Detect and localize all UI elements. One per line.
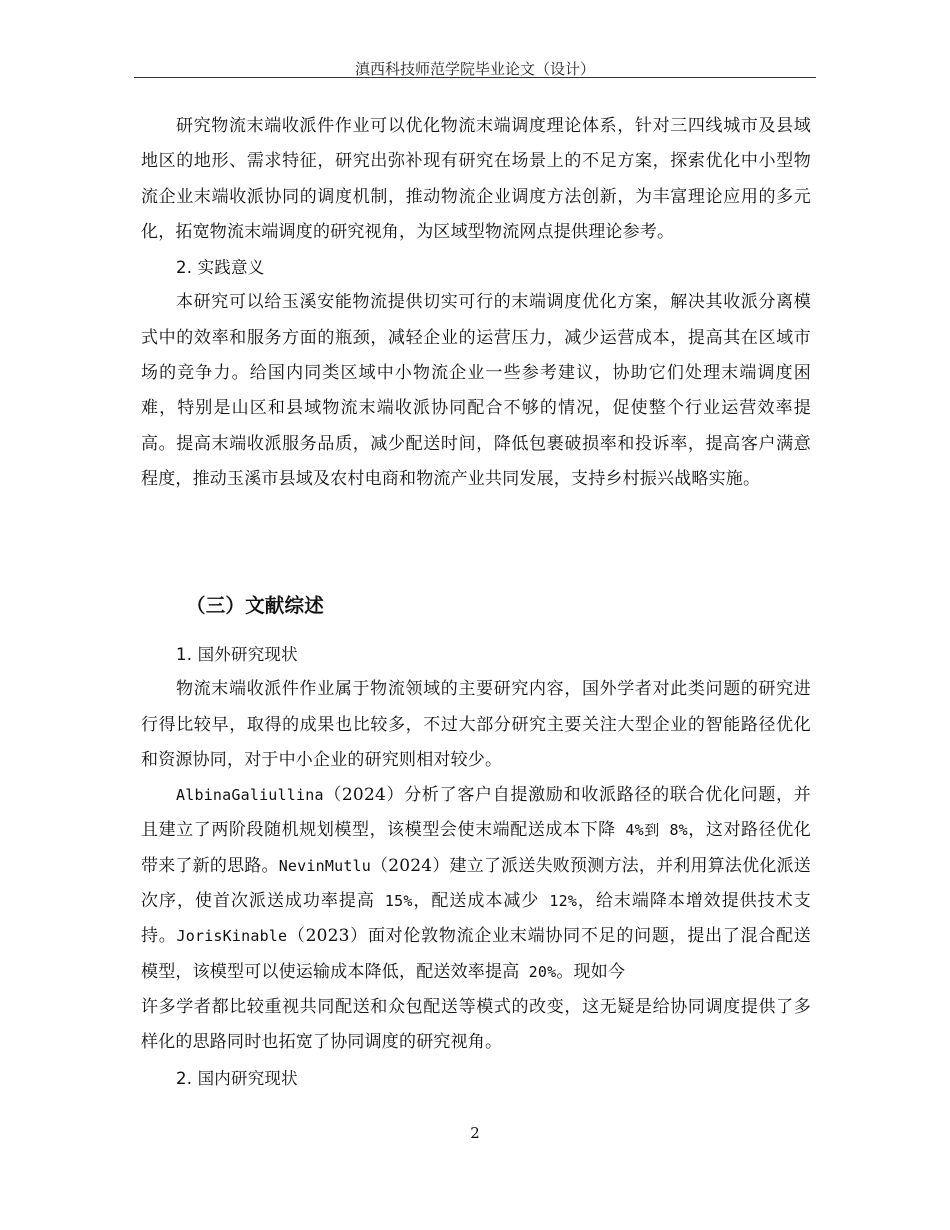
text-nevin: 建立了派送失败预测方法，并利用算法优化派送次序，使首次派送成功率提高 xyxy=(141,855,811,912)
pct-nevin-2: 12% xyxy=(539,892,578,911)
pct-nevin-1: 15% xyxy=(374,892,413,911)
year-joris: （2023） xyxy=(287,926,368,947)
text-joris: 面对伦敦物流企业末端协同不足的问题，提出了混合配送模型，该模型可以使运输成本降低，配送效率提高 xyxy=(141,926,812,982)
text-albina: 分析了客户自提激励和收派路径的联合优化问题，并且建立了两阶段随机规划模型，该模型会使末端配送成本下降 xyxy=(141,785,811,841)
paragraph-practice: 本研究可以给玉溪安能物流提供切实可行的末端调度优化方案，解决其收派分离模式中的效率和服务方面的瓶颈，减轻企业的运营压力，减少运营成本，提高其在区域市场的竞争力。给国内同类区域中小物流企业一些参考建议，协助它们处理末端调度困难，特别是山区和县域物流末端收派协同配合不够的情况，促使整个行业运营效率提高。提高末端收派服务品质，减少配送时间，降低包裹破损率和投诉率，提高客户满意程度，推动玉溪市县域及农村电商和物流产业共同发展，支持乡村振兴战略实施。 xyxy=(141,292,811,489)
tail-joris: 。现如今 xyxy=(556,961,626,982)
section-heading-wrap xyxy=(141,582,811,630)
heading-domestic-research: 2. 国内研究现状 xyxy=(176,1068,298,1088)
paragraph-foreign-intro: 物流末端收派件作业属于物流领域的主要研究内容，国外学者对此类问题的研究进行得比较早，取得的成果也比较多，不过大部分研究主要关注大型企业的智能路径优化和资源协同，对于中小企业的研究则相对较少。 xyxy=(141,679,811,770)
year-albina: （2024） xyxy=(323,785,405,806)
paragraph-theory: 研究物流末端收派件作业可以优化物流末端调度理论体系，针对三四线城市及县域地区的地形、需求特征，研究出弥补现有研究在场景上的不足方案，探索优化中小型物流企业末端收派协同的调度机制，推动物流企业调度方法创新，为丰富理论应用的多元化，拓宽物流末端调度的研究视角，为区域型物流网点提供理论参考。 xyxy=(141,116,811,242)
paragraph-foreign-detail xyxy=(141,778,811,990)
pct-albina: 4%到 8% xyxy=(615,821,688,840)
running-header: 滇西科技师范学院毕业论文（设计） xyxy=(354,60,595,78)
section-title: （三）文献综述 xyxy=(186,594,324,617)
year-nevin: （2024） xyxy=(371,855,450,876)
pct-joris: 20% xyxy=(519,962,557,981)
content-block-2 xyxy=(141,637,811,1096)
page-number: 2 xyxy=(470,1124,480,1142)
mid-nevin: ，配送成本减少 xyxy=(412,891,540,912)
heading-practical-significance: 2. 实践意义 xyxy=(176,258,265,278)
content-block-1 xyxy=(141,109,811,497)
author-joris: JorisKinable xyxy=(176,927,288,946)
author-nevin: NevinMutlu xyxy=(278,856,372,875)
tail-albina: ，这对路径优化带来了新的思路。 xyxy=(141,820,811,876)
author-albina: AlbinaGaliullina xyxy=(176,786,324,805)
header-rule xyxy=(134,77,816,78)
paragraph-foreign-continuation: 许多学者都比较重视共同配送和众包配送等模式的改变，这无疑是给协同调度提供了多样化的思路同时也拓宽了协同调度的研究视角。 xyxy=(141,996,811,1053)
heading-foreign-research: 1. 国外研究现状 xyxy=(176,645,298,664)
tail-nevin: ，给末端降本增效提供技术支持。 xyxy=(141,891,811,947)
